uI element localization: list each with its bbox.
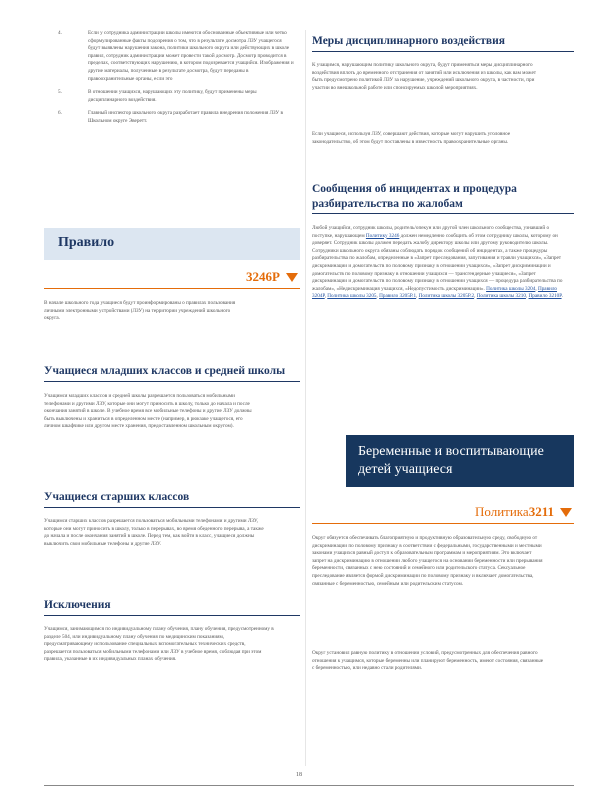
policy-link[interactable]: Правило 3205P.1 — [379, 293, 417, 300]
rule-banner — [44, 228, 300, 260]
footer-rule — [44, 785, 574, 786]
heading-rule — [44, 507, 300, 508]
section-heading: Меры дисциплинарного воздействия — [312, 35, 505, 47]
policy-link[interactable]: Правило 3210P — [528, 293, 562, 300]
section-text: Учащимся младших классов и средней школы разрешается пользоваться мобильными телефонами и другими ЛЗУ, которые они могут приносить в школу, только до начала и после окончания занятий в школе. В учебное время все мобильные телефоны и другие ЛЗУ должны быть выключены и храниться в определенном месте (например, в рюкзаке учащегося, его личном шкафчике или другом месте хранения, предоставленном школьным округом). — [44, 393, 252, 430]
rule-code: 3246P — [246, 269, 280, 284]
policy-link[interactable]: Политика школы 3204 — [486, 285, 536, 292]
policy-link[interactable]: Политика школы 3205 — [327, 293, 377, 300]
list-item-text: Если у сотрудника администрации школы имеются обоснованные объективные или четко сформулированные факты подозрения о том, что в результате досмотра ЛЗУ учащегося будут выявлены нарушения закона, политики школьного округа или действующих в школе правил, сотрудник администрации может провести такой досмотр. Досмотр проводится в пределах, соответствующих нарушению, в котором подозревается учащийся. Изображения и другие материалы, полученные в результате досмотра, будут переданы в правоохранительные органы, если это — [88, 30, 294, 82]
measures-text-2: Если учащиеся, используя ЛЗУ, совершают действия, которые могут нарушить уголовное законодательство, об этом будут поставлены в известность правоохранительные органы. — [312, 131, 511, 145]
reports-text: Любой учащийся, сотрудник школы, родитель/опекун или другой член школьного сообщества, узнавший о поступке, нарушающем Политику 3246 должен немедленно сообщить об этом сотруднику школы, которому он доверяет. Сотрудник школы должен передать жалобу директору школы или другому руководителю школы. Сотрудники школьного округа обязаны соблюдать порядок сообщений об инцидентах, а также процедуры разбирательства по жалобам, определенные в «Запрет преследования, запугивания и травли учащихся», «Запрет дискриминации и домогательств по половому признаку в отношении учащихся», «Запрет дискриминации и домогательств по половому признаку в отношении учащихся — трансгендерные учащиеся», «Запрет дискриминации и домогательств по половому признаку в отношении учащихся — процедура разбирательства по жалобам», «Недискриминация учащихся, «Недопустимость дискриминации». Политика школы 3204, Правило 3204P, Политика школы 3205, Правило 3205P.1, Политика школы 3205P.2, Политика школы 3210, Правило 3210P. — [312, 225, 563, 300]
heading-rule — [44, 615, 300, 616]
heading-rule — [312, 213, 574, 214]
reports-tail: должен немедленно сообщить об этом сотруднику школы, которому он доверяет. Сотрудник школы должен передать жалобу директору школы или другому руководителю школы. Сотрудники школьного округа обязаны соблюдать порядок сообщений об инцидентах, а также процедуры разбирательства по жалобам, определенные в «Запрет преследования, запугивания и травли учащихся», «Запрет дискриминации и домогательств по половому признаку в отношении учащихся», «Запрет дискриминации и домогательств по половому признаку в отношении учащихся — трансгендерные учащиеся», «Запрет дискриминации и домогательств по половому признаку в отношении учащихся — процедура разбирательства по жалобам», «Недискриминация учащихся, «Недопустимость дискриминации». — [312, 232, 563, 292]
pregnant-text-2: Округ установил равную политику в отношении условий, предусмотренных для обеспечения равного отношения к учащимся, которые беременны или планируют беременность, имеют состояния, связанные с беременностью, или недавно стали родителями. — [312, 650, 544, 672]
rule-code-tag — [44, 268, 298, 286]
pregnant-title: Беременные и воспитывающие детей учащиеся — [358, 444, 544, 477]
list-item-number: 5. — [58, 89, 62, 96]
section-text: Учащимся, занимающимся по индивидуальному плану обучения, плану обучения, предусмотренному в разделе 504, или индивидуальному плану обучения по медицинским показаниям, предусматривающему использование специальных вспомогательных технических средств, разрешается пользоваться мобильными телефонами или ЛЗУ в учебное время, соблюдая при этом правила, указанные в их индивидуальных планах обучения. — [44, 626, 274, 663]
policy-link[interactable]: Правило 3204P — [312, 285, 558, 300]
section-text: Учащимся старших классов разрешается пользоваться мобильными телефонами и другими ЛЗУ, которые они могут приносить в школу, только в перерывах, во время обеденного перерыва, а также до начала и после окончания занятий в школе. Перед тем, как войти в класс, учащиеся должны выключить свои мобильные телефоны и другие ЛЗУ. — [44, 518, 264, 547]
policy-code: 3211 — [528, 504, 554, 519]
list-item — [44, 30, 294, 83]
policy-code-prefix: Политика — [475, 504, 529, 519]
policy-link[interactable]: Политика школы 3205P.2 — [418, 293, 475, 300]
policy-underline — [312, 523, 574, 524]
heading-rule — [312, 51, 574, 52]
policy-code-tag — [346, 503, 572, 521]
list-item — [44, 110, 294, 125]
section-heading: Исключения — [44, 599, 111, 611]
section-heading: Сообщения об инцидентах и процедура разбирательства по жалобам — [312, 183, 517, 210]
rule-underline — [44, 288, 300, 289]
triangle-down-icon — [286, 273, 298, 282]
page-number: 18 — [296, 772, 302, 778]
section-heading: Учащиеся младших классов и средней школы — [44, 365, 286, 377]
numbered-list — [44, 30, 294, 132]
policy-link[interactable]: Политику 3246 — [365, 232, 400, 239]
heading-rule — [44, 381, 300, 382]
measures-text-1: К учащимся, нарушающим политику школьного округа, будут применяться меры дисциплинарного воздействия вплоть до временного отстранения от занятий или исключения из школы, как вам может быть предусмотрено политикой ЛЗУ за нарушение, учреждений школьного округа, в частности, при участии во внешкольной работе или спонсируемых школой мероприятиях. — [312, 62, 537, 91]
section-heading: Учащиеся старших классов — [44, 491, 190, 503]
triangle-down-icon — [560, 508, 572, 517]
list-item-number: 4. — [58, 30, 62, 36]
list-item — [44, 89, 294, 104]
rule-intro: В начале школьного года учащиеся будут проинформированы о правилах пользования личными электронными устройствами (ЛЗУ) на территории учреждений школьного округа. — [44, 300, 236, 322]
list-item-text: В отношении учащихся, нарушающих эту политику, будут применены меры дисциплинарного воздействия. — [88, 89, 257, 103]
policy-link[interactable]: Политика школы 3210 — [476, 293, 526, 300]
column-divider — [305, 30, 306, 766]
list-item-text: Главный инспектор школьного округа разработает правила внедрения положения ЛЗУ в Школьном округе Эверетт. — [88, 110, 283, 124]
list-item-number: 6. — [58, 110, 62, 117]
pregnant-banner — [346, 435, 574, 487]
rule-title: Правило — [58, 235, 115, 250]
reports-lead: Любой учащийся, сотрудник школы, родитель/опекун или другой член школьного сообщества, узнавший о поступке, нарушающем — [312, 225, 550, 239]
pregnant-text-1: Округ обязуется обеспечивать благоприятную и продуктивную образовательную среду, свободную от дискриминации по половому признаку в соответствии с федеральными, государственными и местными законами учащихся равный доступ к образовательным программам и мероприятиям. Это включает запрет на дискриминацию в отношении любого учащегося на основании беременности или прерывания беременности, связанных с нею состояний и семейного или родительского статуса. Сексуальное преследование является формой дискриминации по половому признаку и включает домогательства, связанные с беременностью, семейным или родительским статусом. — [312, 535, 543, 587]
